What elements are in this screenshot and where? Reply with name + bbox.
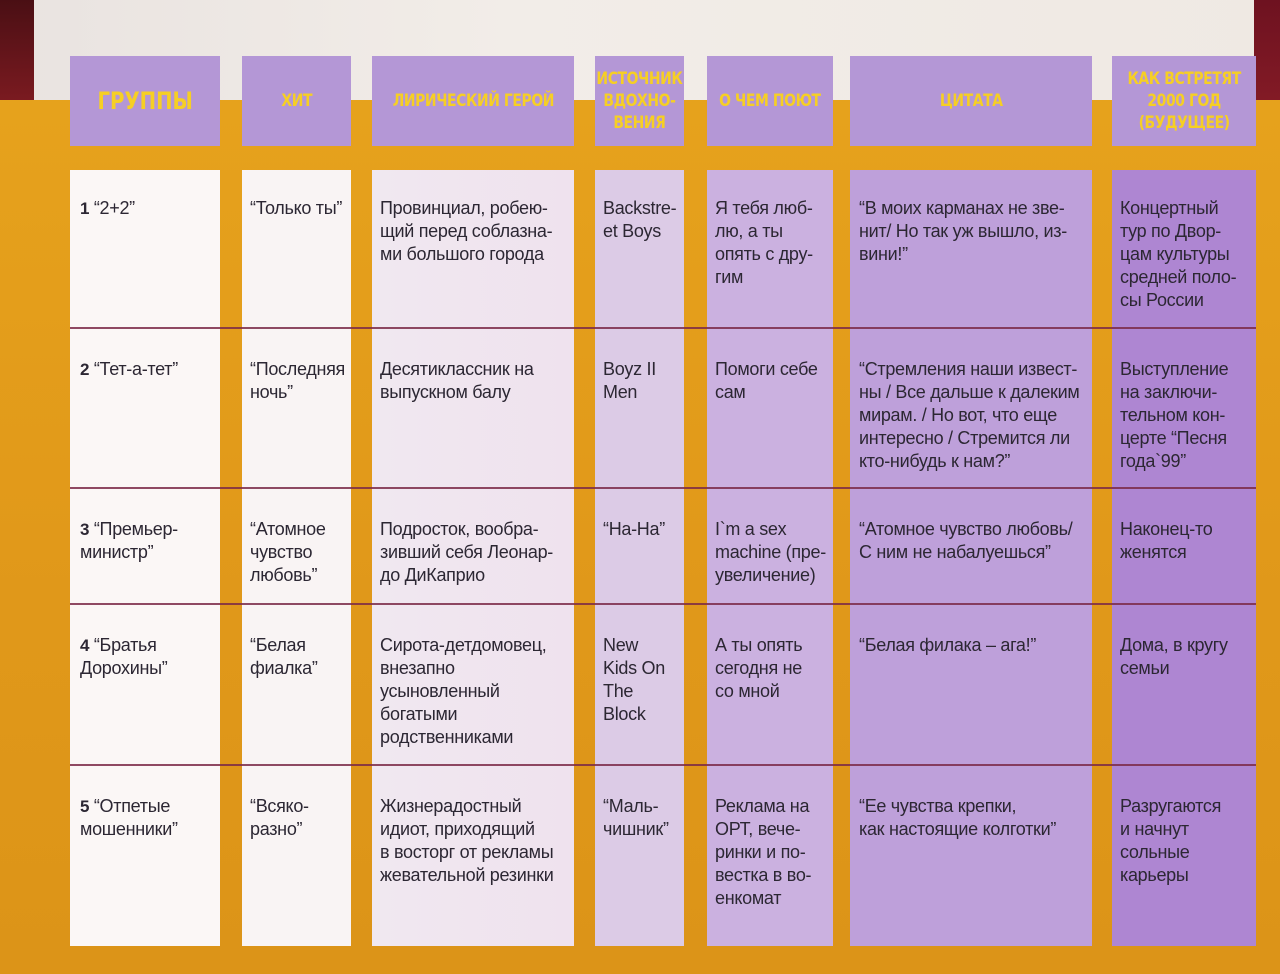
header-about [707, 56, 833, 146]
page-edge-left [0, 0, 34, 100]
header-future-label: КАК ВСТРЕТЯТ 2000 ГОД (БУДУЩЕЕ) [1127, 69, 1241, 133]
quote-cell: “Белая филака – ага!” [859, 635, 1037, 655]
group-cell [80, 358, 218, 381]
group-name: “Премьер- министр” [80, 519, 178, 562]
header-quote [850, 56, 1092, 146]
group-name: “Тет-а-тет” [93, 359, 178, 379]
row-divider [70, 487, 1256, 489]
header-source-label: ИСТОЧНИК ВДОХНО- ВЕНИЯ [596, 69, 683, 133]
hit-cell: “Последняя ночь” [250, 359, 345, 402]
row-number: 5 [80, 797, 90, 816]
hit-cell: “Всяко- разно” [250, 796, 309, 839]
header-hit-label: ХИТ [281, 91, 312, 111]
group-cell [80, 795, 218, 841]
future-cell: Наконец-то женятся [1120, 519, 1213, 562]
header-source [595, 56, 684, 146]
header-hero [372, 56, 574, 146]
row-divider [70, 327, 1256, 329]
future-cell: Выступление на заключи- тельном кон- церте “Песня года`99” [1120, 359, 1229, 471]
about-cell: Я тебя люб- лю, а ты опять с дру- гим [715, 198, 813, 287]
quote-cell: “В моих карманах не зве- нит/ Но так уж вышло, из- вини!” [859, 198, 1067, 264]
source-cell: “Маль- чишник” [603, 796, 669, 839]
group-cell [80, 518, 218, 564]
hero-cell: Подросток, вообра- зивший себя Леонар- до ДиКаприо [380, 519, 553, 585]
hero-cell: Сирота-детдомовец, внезапно усыновленный богатыми родственниками [380, 635, 547, 747]
about-cell: Реклама на ОРТ, вече- ринки и по- вестка в во- енкомат [715, 796, 812, 908]
about-cell: Помоги себе сам [715, 359, 818, 402]
row-number: 1 [80, 199, 90, 218]
source-cell: Backstre- et Boys [603, 198, 677, 241]
hero-cell: Десятиклассник на выпускном балу [380, 359, 534, 402]
row-number: 3 [80, 520, 90, 539]
source-cell: “На-На” [603, 519, 665, 539]
row-number: 4 [80, 636, 90, 655]
header-groups-label: ГРУППЫ [97, 87, 193, 115]
quote-cell: “Стремления наши извест- ны / Все дальше к далеким мирам. / Но вот, что еще интересно / Стремится ли кто-нибудь к нам?” [859, 359, 1080, 471]
header-hero-label: ЛИРИЧЕСКИЙ ГЕРОЙ [392, 91, 554, 111]
group-name: “2+2” [93, 198, 135, 218]
quote-cell: “Атомное чувство любовь/ С ним не набалуешься” [859, 519, 1073, 562]
row-divider [70, 603, 1256, 605]
row-divider [70, 764, 1256, 766]
hero-cell: Жизнерадостный идиот, приходящий в восторг от рекламы жевательной резинки [380, 796, 554, 885]
hero-cell: Провинциал, робею- щий перед соблазна- ми большого города [380, 198, 553, 264]
hit-cell: “Белая фиалка” [250, 635, 318, 678]
group-cell [80, 197, 218, 220]
row-number: 2 [80, 360, 90, 379]
group-name: “Братья Дорохины” [80, 635, 168, 678]
source-cell: New Kids On The Block [603, 635, 665, 724]
header-quote-label: ЦИТАТА [939, 91, 1003, 111]
header-future [1112, 56, 1256, 146]
hit-cell: “Только ты” [250, 198, 343, 218]
header-about-label: О ЧЕМ ПОЮТ [719, 91, 821, 111]
about-cell: А ты опять сегодня не со мной [715, 635, 803, 701]
header-groups [70, 56, 220, 146]
future-cell: Концертный тур по Двор- цам культуры средней поло- сы России [1120, 198, 1237, 310]
source-cell: Boyz II Men [603, 359, 656, 402]
hit-cell: “Атомное чувство любовь” [250, 519, 326, 585]
about-cell: I`m a sex machine (пре- увеличение) [715, 519, 826, 585]
header-hit [242, 56, 351, 146]
quote-cell: “Ее чувства крепки, как настоящие колготки” [859, 796, 1057, 839]
group-name: “Отпетые мошенники” [80, 796, 178, 839]
group-cell [80, 634, 218, 680]
future-cell: Разругаются и начнут сольные карьеры [1120, 796, 1222, 885]
future-cell: Дома, в кругу семьи [1120, 635, 1228, 678]
